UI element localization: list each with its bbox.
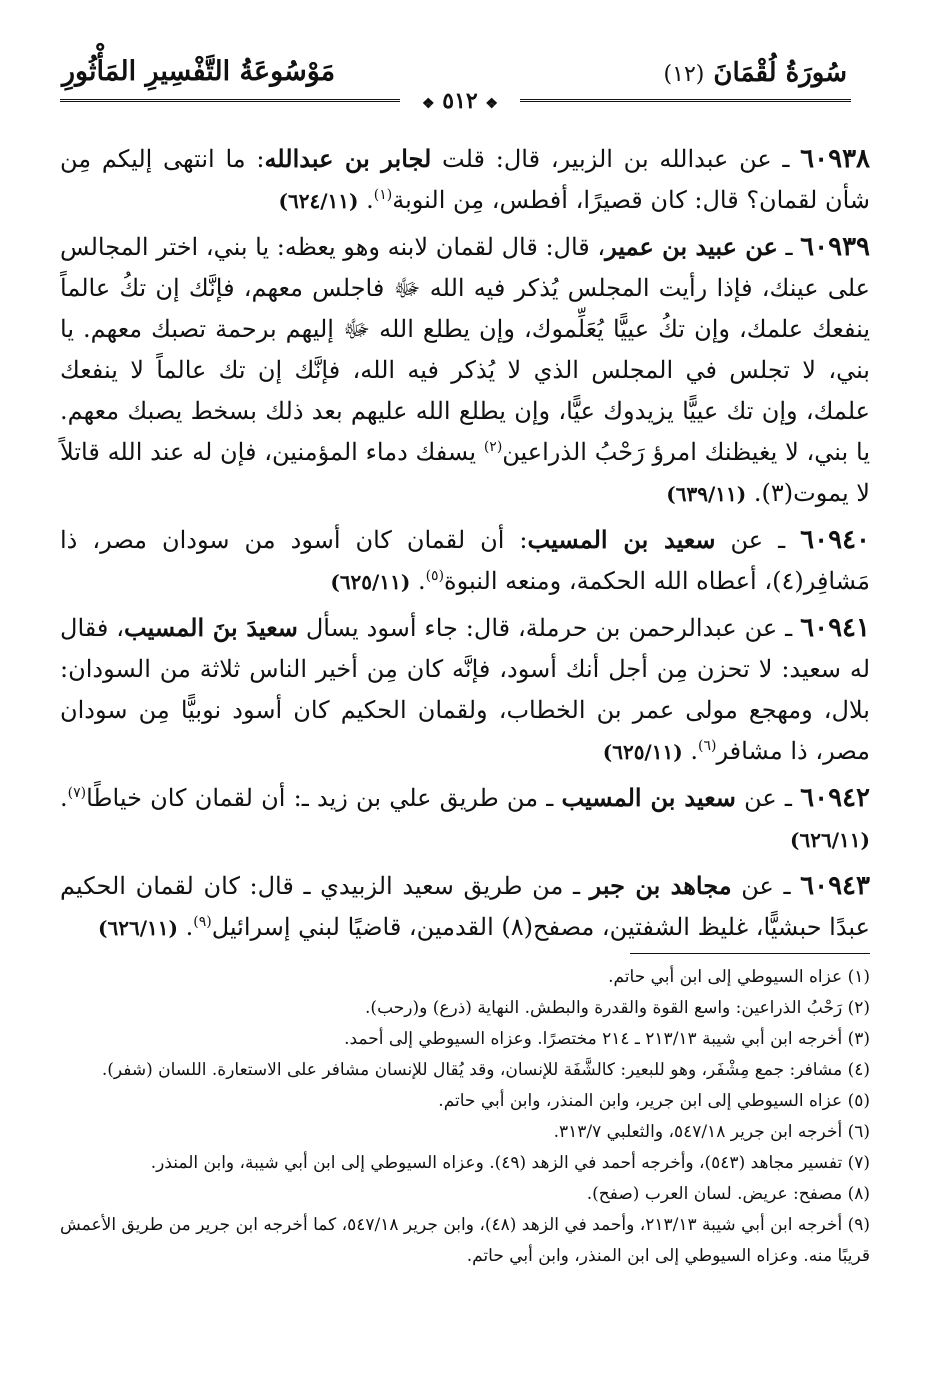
footnote: (٩) أخرجه ابن أبي شيبة ٢١٣/١٣، وأحمد في الزهد (٤٨)، وابن جرير ٥٤٧/١٨، كما أخرجه ابن جرير من طريق الأعمش قريبًا منه. وعزاه السيوطي إلى ابن المنذر، وابن أبي حاتم. <box>60 1215 870 1266</box>
narration-entry <box>60 519 870 603</box>
footnote-marker: (٢) <box>483 439 503 455</box>
narrator-name: سعيد بن المسيب <box>527 525 716 554</box>
entry-number: ٦٠٩٤٠ <box>800 525 870 555</box>
entry-tail: . <box>690 737 698 765</box>
entry-text: ، قال: قال لقمان لابنه وهو يعظه: يا بني، اختر المجالس على عينك، فإذا رأيت المجلس يُذكر فيه الله ﷻ فاجلس معهم، فإنَّك إن تكُ عالماً ينفعك علمك، وإن تكُ عييًّا يُعَلِّموك، وإن يطلع الله ﷻ إليهم برحمة تصبك معهم. يا بني، لا تجلس في المجلس الذي لا يُذكر فيه الله، فإنَّك إن تك عالماً لا ينفعك علمك، وإن تك عييًّا يزيدوك عيًّا، وإن يطلع الله عليهم بعد ذلك بسخط يصبك معهم. يا بني، لا يغيظنك امرؤ رَحْبُ الذراعين <box>60 233 871 466</box>
entry-number: ٦٠٩٣٨ <box>800 144 870 174</box>
footnote-separator <box>630 953 870 954</box>
footnote: (٥) عزاه السيوطي إلى ابن جرير، وابن المنذر، وابن أبي حاتم. <box>438 1091 870 1111</box>
page-number-value: ٥١٢ <box>442 88 478 114</box>
volume-page-ref: (٦٢٦/١١) <box>790 828 870 852</box>
entry-lead: ـ عن <box>715 526 786 554</box>
entry-tail: . <box>417 567 426 595</box>
entry-tail: . <box>60 784 68 812</box>
narrator-name: سعيدَ بنَ المسيب <box>124 613 298 642</box>
narrator-name: مجاهد بن جبر <box>589 871 732 900</box>
footnote: (٦) أخرجه ابن جرير ٥٤٧/١٨، والثعلبي ٣١٣/٧. <box>553 1122 870 1142</box>
entry-number: ٦٠٩٤٣ <box>800 871 870 901</box>
volume-page-ref: (٦٢٥/١١) <box>602 740 683 764</box>
running-header-surah <box>664 58 847 88</box>
entry-number: ٦٠٩٤١ <box>800 613 870 643</box>
narration-entry <box>60 607 870 773</box>
narrator-name: عن عبيد بن عمير <box>605 232 778 261</box>
entry-tail: يسفك دماء المؤمنين، فإن له عند الله قاتلاً لا يموت(٣). <box>60 438 870 507</box>
footnote-marker: (٧) <box>67 785 87 801</box>
entry-lead: ـ عن عبدالله بن الزبير، قال: قلت <box>431 145 790 173</box>
entry-text: : ما انتهى إليكم مِن شأن لقمان؟ قال: كان قصيرًا، أفطس، مِن النوبة <box>60 145 870 214</box>
volume-page-ref: (٦٢٥/١١) <box>330 570 411 594</box>
main-text <box>60 138 870 953</box>
footnote-marker: (٦) <box>697 738 717 754</box>
entry-lead: ـ <box>777 233 793 261</box>
narration-entry <box>60 138 870 222</box>
ornament-icon: ❖ <box>422 96 435 112</box>
entry-tail: . <box>366 186 374 214</box>
footnote-marker: (١) <box>373 187 393 203</box>
footnote: (٣) أخرجه ابن أبي شيبة ٢١٣/١٣ ـ ٢١٤ مختصرًا. وعزاه السيوطي إلى أحمد. <box>344 1029 870 1049</box>
footnote: (٤) مشافر: جمع مِشْفَر، وهو للبعير: كالشَّفَة للإنسان، وقد يُقال للإنسان مشافر على الاستعارة. اللسان (شفر). <box>101 1060 870 1080</box>
entry-number: ٦٠٩٤٢ <box>800 783 870 813</box>
narrator-name: لجابر بن عبدالله <box>264 144 432 173</box>
footnote-marker: (٩) <box>193 914 212 930</box>
narration-entry <box>60 777 870 861</box>
volume-page-ref: (٦٢٦/١١) <box>98 916 178 940</box>
entry-text: : أن لقمان كان أسود من سودان مصر، ذا مَشافِر(٤)، أعطاه الله الحكمة، ومنعه النبوة <box>60 526 870 595</box>
running-header-book-title: مَوْسُوعَةُ التَّفْسِيرِ المَأْثُورِ <box>62 56 336 87</box>
footnote: (١) عزاه السيوطي إلى ابن أبي حاتم. <box>608 967 870 987</box>
narrator-name: سعيد بن المسيب <box>561 783 736 812</box>
entry-number: ٦٠٩٣٩ <box>800 232 870 262</box>
narration-entry <box>60 865 870 949</box>
footnotes <box>60 962 870 1272</box>
entry-text: ، فقال له سعيد: لا تحزن مِن أجل أنك أسود، فإنَّه كان مِن أخير الناس ثلاثة من السودان: بلال، ومهجع مولى عمر بن الخطاب، ولقمان الحكيم كان أسود نوبيًّا مِن سودان مصر، ذا مشافر <box>60 614 871 765</box>
narration-entry <box>60 226 870 515</box>
entry-lead: ـ عن عبدالرحمن بن حرملة، قال: جاء أسود يسأل <box>297 614 793 642</box>
surah-number: (١٢) <box>663 62 705 87</box>
footnote: (٢) رَحْبُ الذراعين: واسع القوة والقدرة والبطش. النهاية (ذرع) و(رحب). <box>365 998 870 1018</box>
entry-lead: ـ عن <box>731 872 791 900</box>
entry-text: ـ من طريق سعيد الزبيدي ـ قال: كان لقمان الحكيم عبدًا حبشيًّا، غليظ الشفتين، مصفح(٨) القدمين، قاضيًا لبني إسرائيل <box>60 872 870 941</box>
entry-text: ـ من طريق علي بن زيد ـ: أن لقمان كان خياطًا <box>86 784 562 812</box>
ornament-icon: ❖ <box>485 96 498 112</box>
surah-name: سُورَةُ لُقْمَانَ <box>713 58 847 88</box>
footnote: (٧) تفسير مجاهد (٥٤٣)، وأخرجه أحمد في الزهد (٤٩). وعزاه السيوطي إلى ابن أبي شيبة، وابن المنذر. <box>150 1153 870 1173</box>
footnote: (٨) مصفح: عريض. لسان العرب (صفح). <box>586 1184 870 1204</box>
entry-tail: . <box>185 913 194 941</box>
volume-page-ref: (٦٣٩/١١) <box>666 482 747 506</box>
entry-lead: ـ عن <box>735 784 792 812</box>
footnote-marker: (٥) <box>425 568 445 584</box>
page-number <box>400 88 520 114</box>
volume-page-ref: (٦٢٤/١١) <box>278 189 359 213</box>
